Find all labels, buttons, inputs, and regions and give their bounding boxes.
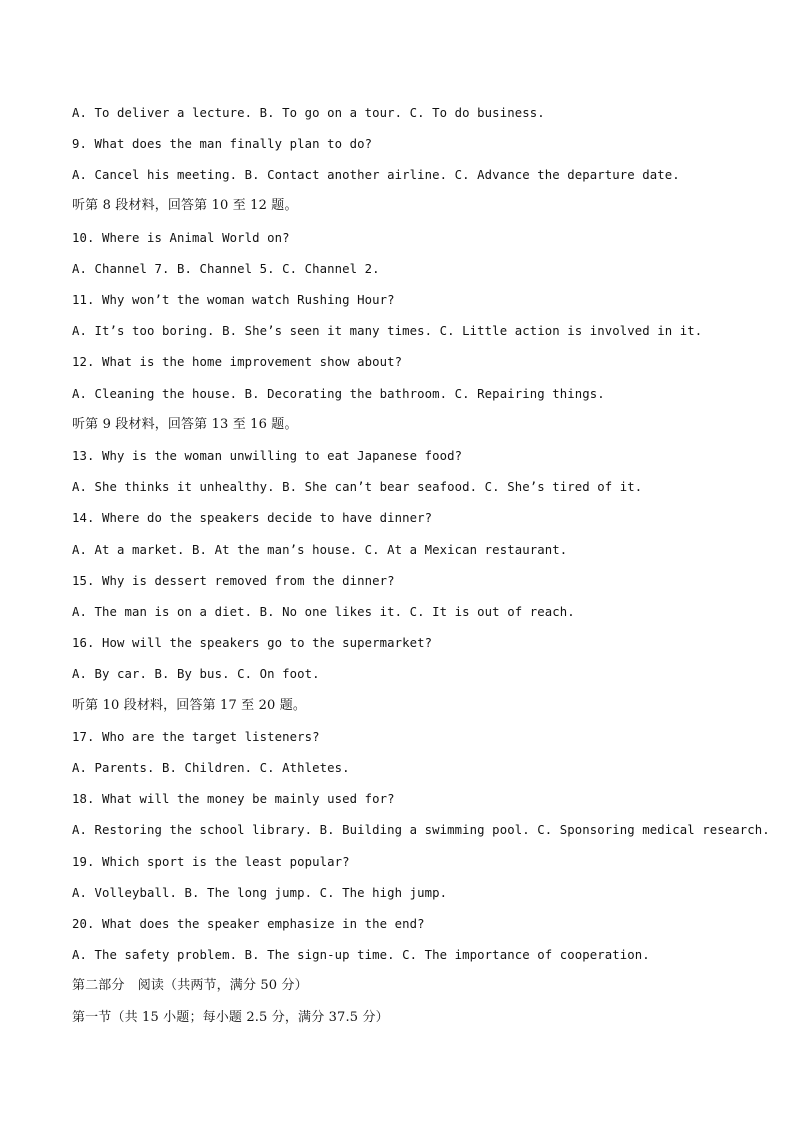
answer-options-10: A. Channel 7. B. Channel 5. C. Channel 2. bbox=[72, 262, 380, 276]
question-12: 12. What is the home improvement show about? bbox=[72, 355, 403, 369]
question-16: 16. How will the speakers go to the supermarket? bbox=[72, 636, 433, 650]
question-13: 13. Why is the woman unwilling to eat Japanese food? bbox=[72, 449, 463, 463]
reading-section-1-heading: 第一节（共 15 小题；每小题 2.5 分，满分 37.5 分） bbox=[72, 1010, 389, 1025]
question-14: 14. Where do the speakers decide to have dinner? bbox=[72, 511, 433, 525]
section-8-instruction: 听第 8 段材料，回答第 10 至 12 题。 bbox=[72, 198, 298, 213]
answer-options-9: A. Cancel his meeting. B. Contact another airline. C. Advance the departure date. bbox=[72, 168, 680, 182]
answer-options-16: A. By car. B. By bus. C. On foot. bbox=[72, 667, 320, 681]
answer-options-19: A. Volleyball. B. The long jump. C. The high jump. bbox=[72, 886, 448, 900]
question-15: 15. Why is dessert removed from the dinner? bbox=[72, 574, 395, 588]
answer-options-line: A. To deliver a lecture. B. To go on a tour. C. To do business. bbox=[72, 106, 545, 120]
answer-options-17: A. Parents. B. Children. C. Athletes. bbox=[72, 761, 350, 775]
part-2-reading-heading: 第二部分 阅读（共两节，满分 50 分） bbox=[72, 978, 308, 993]
section-10-instruction: 听第 10 段材料，回答第 17 至 20 题。 bbox=[72, 698, 307, 713]
answer-options-15: A. The man is on a diet. B. No one likes it. C. It is out of reach. bbox=[72, 605, 575, 619]
question-9: 9. What does the man finally plan to do? bbox=[72, 137, 373, 151]
answer-options-14: A. At a market. B. At the man’s house. C. At a Mexican restaurant. bbox=[72, 543, 568, 557]
question-17: 17. Who are the target listeners? bbox=[72, 730, 320, 744]
question-19: 19. Which sport is the least popular? bbox=[72, 855, 350, 869]
question-18: 18. What will the money be mainly used for? bbox=[72, 792, 395, 806]
answer-options-12: A. Cleaning the house. B. Decorating the bathroom. C. Repairing things. bbox=[72, 387, 605, 401]
question-10: 10. Where is Animal World on? bbox=[72, 231, 290, 245]
answer-options-18: A. Restoring the school library. B. Building a swimming pool. C. Sponsoring medical research. bbox=[72, 823, 770, 837]
answer-options-20: A. The safety problem. B. The sign-up time. C. The importance of cooperation. bbox=[72, 948, 650, 962]
question-20: 20. What does the speaker emphasize in the end? bbox=[72, 917, 425, 931]
section-9-instruction: 听第 9 段材料，回答第 13 至 16 题。 bbox=[72, 417, 298, 432]
answer-options-13: A. She thinks it unhealthy. B. She can’t bear seafood. C. She’s tired of it. bbox=[72, 480, 643, 494]
question-11: 11. Why won’t the woman watch Rushing Hour? bbox=[72, 293, 395, 307]
answer-options-11: A. It’s too boring. B. She’s seen it many times. C. Little action is involved in it. bbox=[72, 324, 703, 338]
